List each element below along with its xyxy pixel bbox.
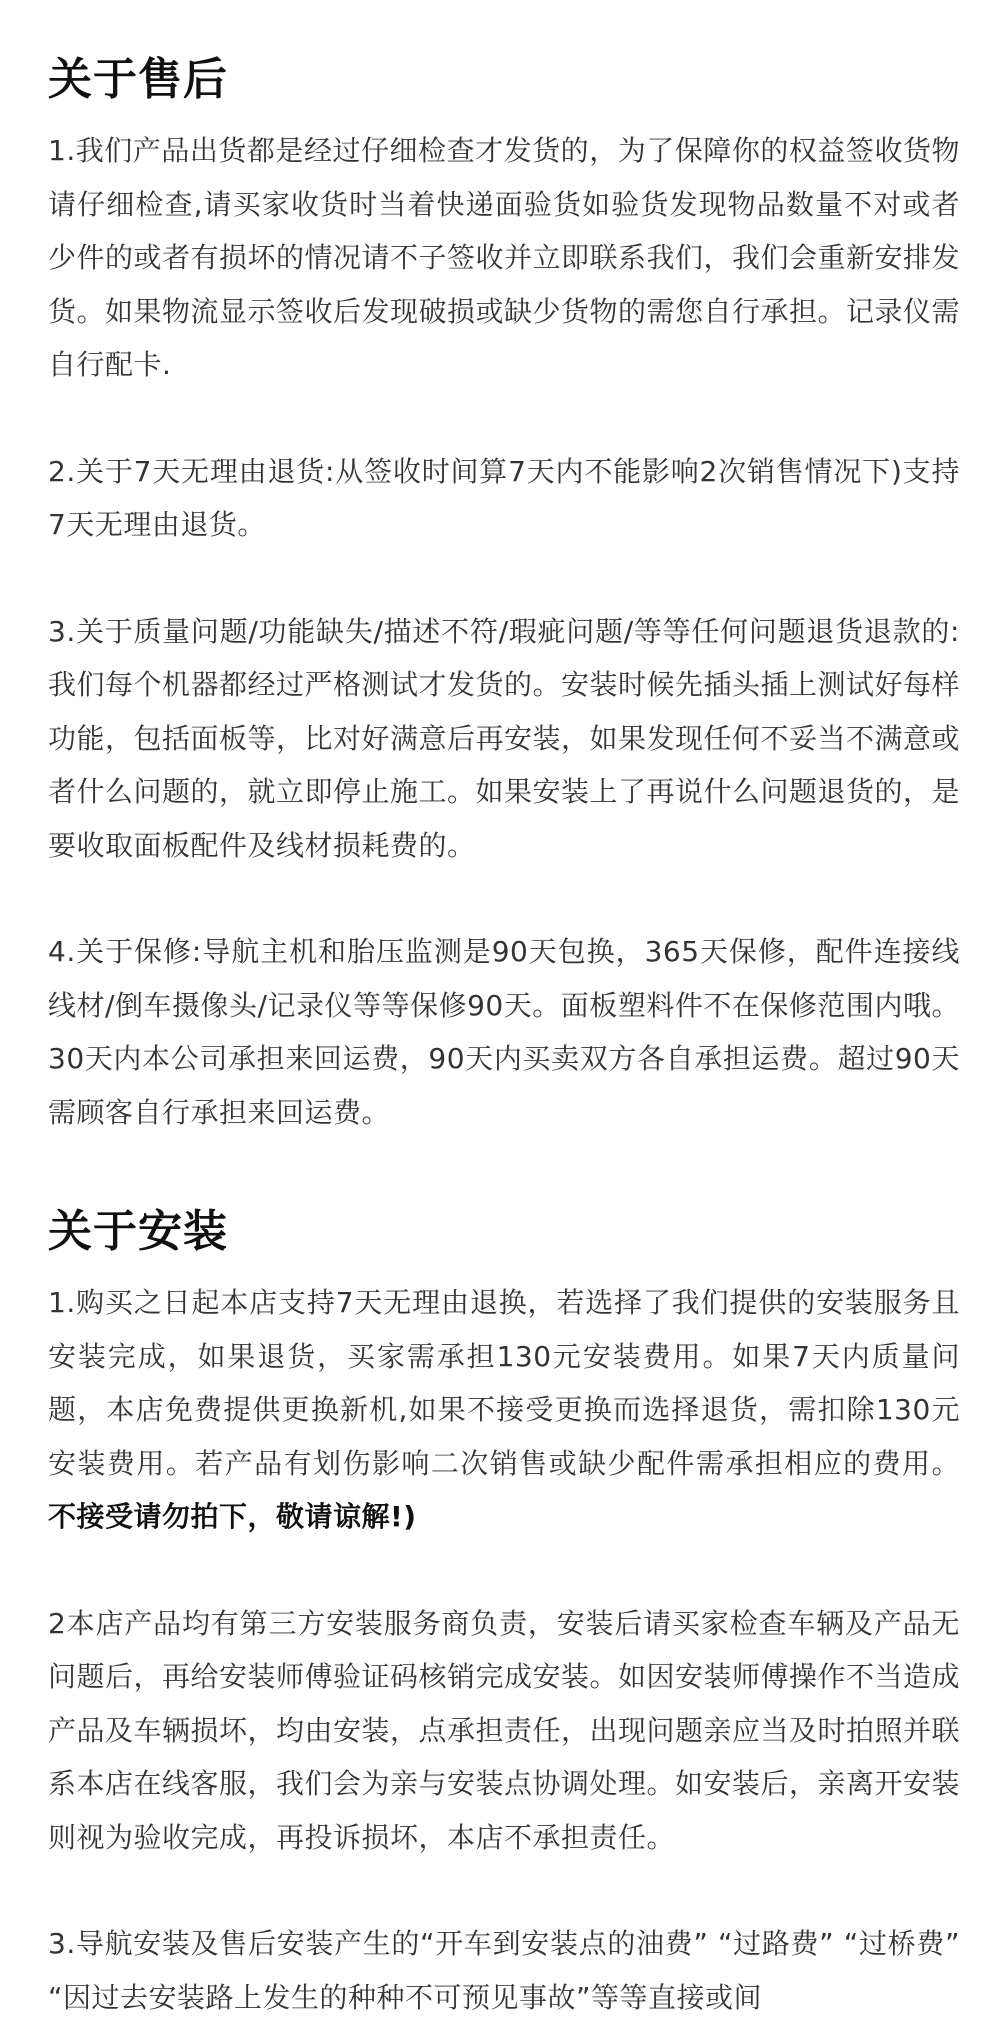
after-sales-paragraph-1: 1.我们产品出货都是经过仔细检查才发货的，为了保障你的权益签收货物请仔细检查,请买家收货时当着快递面验货如验货发现物品数量不对或者少件的或者有损坏的情况请不子签收并立即联系我们，我们会重新安排发货。如果物流显示签收后发现破损或缺少货物的需您自行承担。记录仪需自行配卡. (48, 134, 961, 381)
after-sales-paragraph-2: 2.关于7天无理由退货:从签收时间算7天内不能影响2次销售情况下)支持7天无理由退货。 (48, 454, 960, 541)
installation-paragraph-1 (48, 1276, 960, 1544)
after-sales-paragraph-4: 4.关于保修:导航主机和胎压监测是90天包换，365天保修，配件连接线线材/倒车摄像头/记录仪等等保修90天。面板塑料件不在保修范围内哦。30天内本公司承担来回运费，90天内买卖双方各自承担运费。超过90天需顾客自行承担来回运费。 (48, 935, 960, 1129)
installation-paragraph-1-bold-notice: 不接受请勿拍下，敬请谅解!) (48, 1500, 417, 1533)
after-sales-paragraph-3: 3.关于质量问题/功能缺失/描述不符/瑕疵问题/等等任何问题退货退款的:我们每个机器都经过严格测试才发货的。安装时候先插头插上测试好每样功能，包括面板等，比对好满意后再安装，如果发现任何不妥当不满意或者什么问题的，就立即停止施工。如果安装上了再说什么问题退货的，是要收取面板配件及线材损耗费的。 (48, 614, 961, 862)
installation-paragraph-1-text: 1.购买之日起本店支持7天无理由退换，若选择了我们提供的安装服务且安装完成，如果退货，买家需承担130元安装费用。如果7天内质量问题，本店免费提供更换新机,如果不接受更换而选择退货，需扣除130元安装费用。若产品有划伤影响二次销售或缺少配件需承担相应的费用。 (48, 1286, 960, 1480)
installation-paragraph-2: 2本店产品均有第三方安装服务商负责，安装后请买家检查车辆及产品无问题后，再给安装师傅验证码核销完成安装。如因安装师傅操作不当造成产品及车辆损坏，均由安装，点承担责任，出现问题亲应当及时拍照并联系本店在线客服，我们会为亲与安装点协调处理。如安装后，亲离开安装则视为验收完成，再投诉损坏，本店不承担责任。 (48, 1606, 961, 1854)
installation-paragraph-3: 3.导航安装及售后安装产生的“开车到安装点的油费” “过路费” “过桥费” “因过去安装路上发生的种种不可预见事故”等等直接或间 (48, 1927, 960, 2014)
installation-title: 关于安装 (48, 1206, 228, 1257)
section-spacer (48, 1192, 960, 1202)
after-sales-title: 关于售后 (48, 54, 228, 105)
